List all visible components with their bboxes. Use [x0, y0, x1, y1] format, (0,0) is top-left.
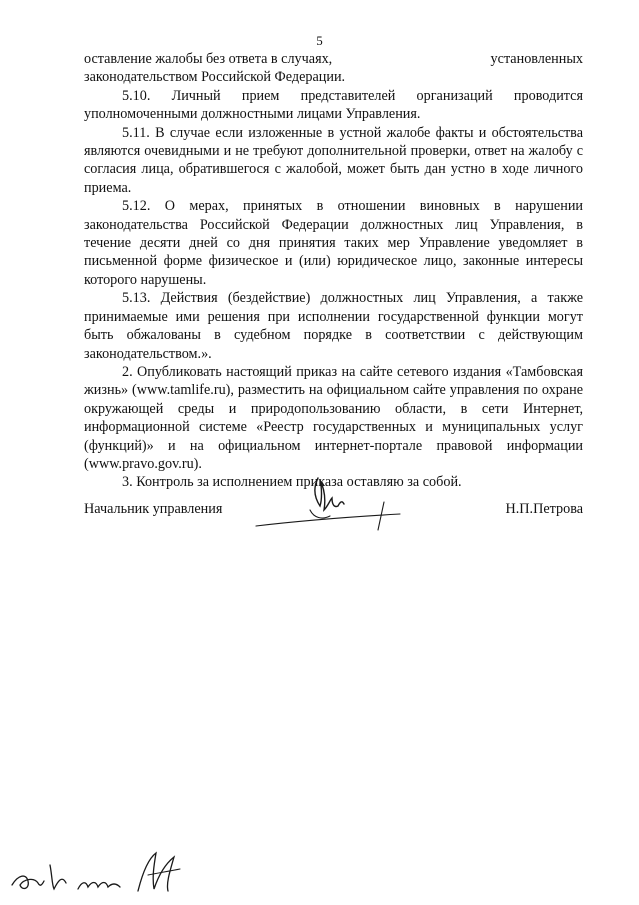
document-body — [84, 50, 583, 492]
paragraph-5-13: 5.13. Действия (бездействие) должностных лиц Управления, а также принимаемые ими решения при исполнении государственной функции могут быть обжалованы в судебном порядке в соответствии с действующим законодательством.». — [84, 290, 583, 362]
paragraph-5-12: 5.12. О мерах, принятых в отношении виновных в нарушении законодательства Российской Федерации должностных лиц Управления, в течение десяти дней со дня принятия таких мер Управление уведомляет в письменной форме физическое и (или) юридическое лицо, законные интересы которого нарушены. — [84, 198, 583, 288]
handwritten-initials-mark — [8, 845, 198, 900]
continuation-text-left: оставление жалобы без ответа в случаях, — [84, 51, 333, 67]
paragraph-continuation-line — [84, 50, 583, 68]
signatory-name: Н.П.Петрова — [505, 501, 583, 517]
paragraph-continuation: законодательством Российской Федерации. — [84, 69, 346, 86]
signatory-title: Начальник управления — [84, 501, 223, 517]
continuation-text-right: установленных — [490, 51, 583, 67]
signature-row — [84, 500, 583, 520]
page-number: 5 — [316, 33, 323, 48]
paragraph-item-2: 2. Опубликовать настоящий приказ на сайте сетевого издания «Тамбовская жизнь» (www.tamlife.ru), разместить на официальном сайте управления по охране окружающей среды и природопользованию области, в сети Интернет, информационной системе «Реестр государственных и муниципальных услуг (функций)» и на официальном интернет-портале правовой информации (www.pravo.gov.ru). — [84, 363, 583, 472]
paragraph-5-11: 5.11. В случае если изложенные в устной жалобе факты и обстоятельства являются очевидными и не требуют дополнительной проверки, ответ на жалобу с согласия лица, обратившегося с жалобой, может быть дан устно в ходе личного приема. — [84, 124, 583, 196]
paragraph-item-3: 3. Контроль за исполнением приказа оставляю за собой. — [122, 474, 462, 491]
paragraph-5-10: 5.10. Личный прием представителей организаций проводится уполномоченными должностными лицами Управления. — [84, 87, 583, 123]
